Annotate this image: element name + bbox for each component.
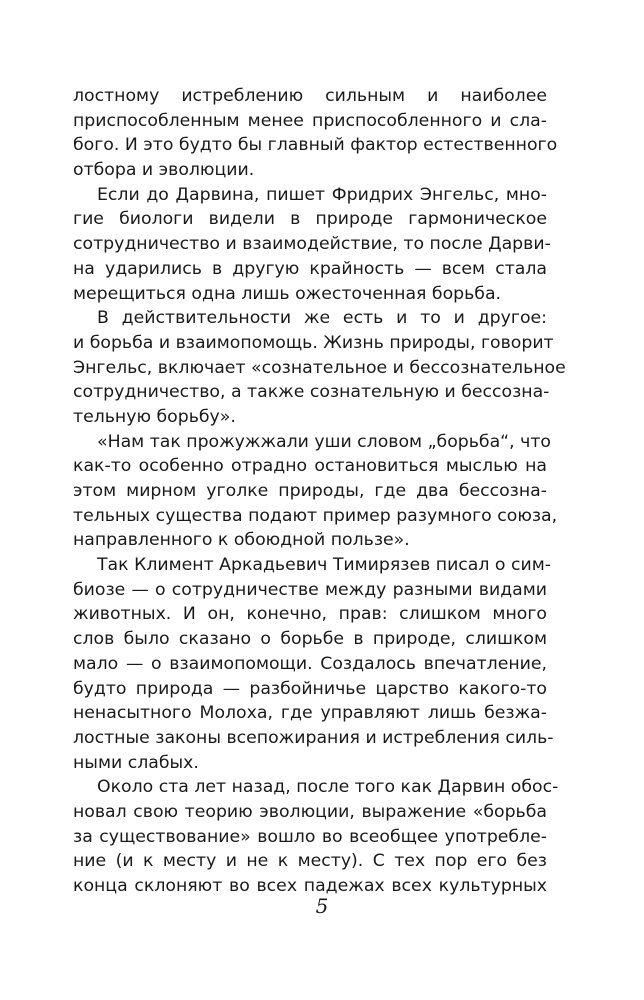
text-line: этом мирном уголке природы, где два бессозна- — [73, 481, 547, 501]
text-line: новал свою теорию эволюции, выражение «борьба — [73, 801, 547, 822]
text-line: приспособленным менее приспособленного и сла- — [73, 110, 547, 131]
text-line: ние (и к месту и не к месту). С тех пор его без — [73, 851, 547, 872]
text-line: Энгельс, включает «сознательное и бессознательное — [73, 357, 566, 378]
text-line: и борьба и взаимопомощь. Жизнь природы, говорит — [73, 332, 554, 353]
page-number: 5 — [315, 894, 329, 918]
text-line: сотрудничество и взаимодействие, то после Дарви- — [73, 234, 551, 255]
text-line: Около ста лет назад, после того как Дарвин обос- — [97, 777, 559, 798]
text-line: будто природа — разбойничье царство какого-то — [73, 678, 547, 699]
text-line: слов было сказано о борьбе в природе, слишком — [73, 629, 547, 650]
text-line: мерещиться одна лишь ожесточенная борьба. — [73, 283, 502, 304]
text-line: ненасытного Молоха, где управляют лишь безжа- — [73, 703, 547, 724]
text-line: Если до Дарвина, пишет Фридрих Энгельс, мно- — [97, 184, 547, 205]
text-line: биозе — о сотрудничестве между разными видами — [73, 579, 547, 600]
text-line: тельных существа подают пример разумного союза, — [73, 505, 558, 526]
text-line: Так Климент Аркадьевич Тимирязев писал о сим- — [97, 555, 552, 576]
text-line: «Нам так прожужжали уши словом „борьба“, что — [97, 431, 551, 452]
text-line: мало — о взаимопомощи. Создалось впечатление, — [73, 653, 547, 674]
text-line: на ударились в другую крайность — всем стала — [73, 258, 547, 279]
text-line: сотрудничество, а также сознательную и бессозна- — [73, 382, 550, 403]
page-body-text — [73, 84, 566, 899]
text-line: за существование» вошло во всеобщее употребле- — [73, 826, 547, 847]
text-line: лостные законы всепожирания и истребления силь- — [73, 727, 554, 748]
text-line: конца склоняют во всех падежах всех культурных — [73, 876, 547, 896]
text-line: В действительности же есть и то и другое: — [97, 308, 547, 329]
text-line: ными слабых. — [73, 752, 199, 773]
text-line: гие биологи видели в природе гармоническое — [73, 209, 547, 230]
text-line: бого. И это будто бы главный фактор естественного — [73, 135, 558, 156]
text-line: тельную борьбу». — [73, 406, 236, 427]
text-line: как-то особенно отрадно остановиться мыслью на — [73, 456, 547, 477]
text-line: животных. И он, конечно, прав: слишком много — [73, 604, 547, 625]
text-line: направленного к обоюдной пользе». — [73, 530, 410, 551]
text-line: отбора и эволюции. — [73, 160, 255, 181]
text-line: лостному истреблению сильным и наиболее — [73, 86, 547, 106]
